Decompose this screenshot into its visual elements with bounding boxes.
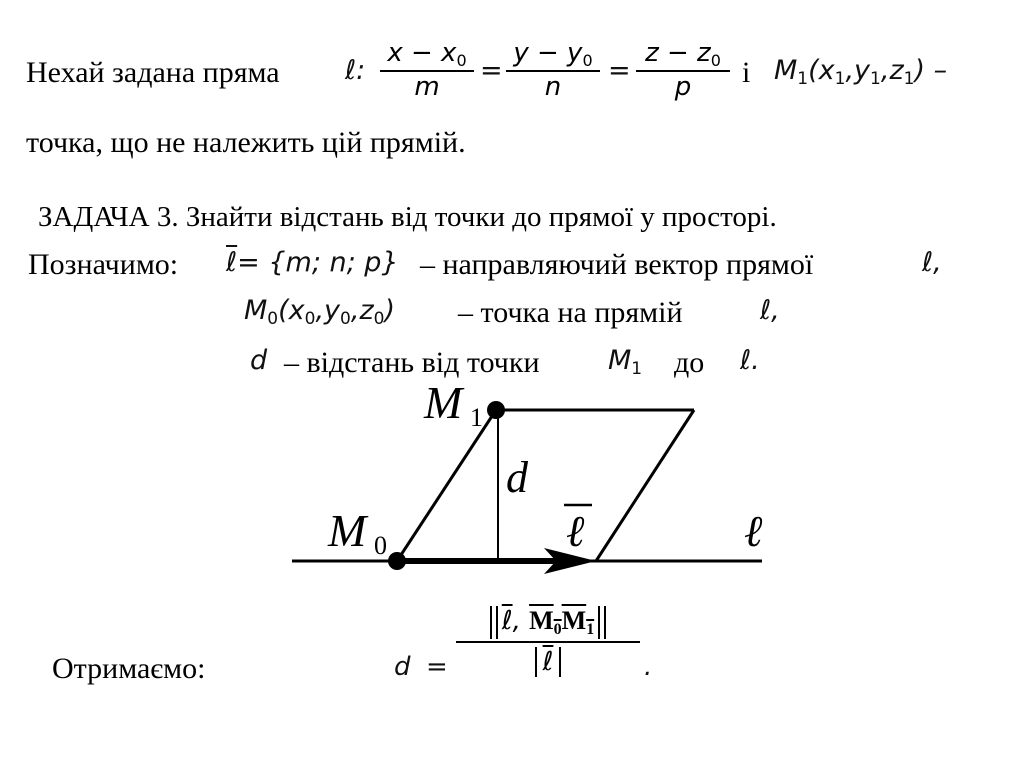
task-text: Знайти відстань від точки до прямої у просторі. <box>185 201 777 233</box>
formula-vector-ell: ℓ <box>501 606 513 636</box>
label-vector-ell: ℓ <box>566 507 585 556</box>
coords-open: (x <box>278 295 305 326</box>
formula-separator: , <box>512 606 530 636</box>
coords-sep: ,y <box>315 295 341 326</box>
direction-vector-desc: – направляючий вектор прямої <box>420 248 814 281</box>
point-m0-subscript: 0 <box>267 309 279 329</box>
point-m1-letter: M <box>608 345 632 376</box>
formula-denominator-ell: ℓ <box>542 647 554 677</box>
vector-m0m1-m0: M <box>529 606 554 635</box>
fraction-y-numerator: y − y <box>513 38 583 68</box>
vector-m0m1-sub0: 0 <box>553 621 562 638</box>
segment-m0-m1 <box>397 410 496 561</box>
vector-ell: ℓ <box>226 247 238 278</box>
point-m0-dot <box>388 552 406 570</box>
coord-subscript: 1 <box>834 69 846 89</box>
label-m0: M <box>328 505 367 556</box>
point-m1-subscript: 1 <box>631 359 643 379</box>
coords-open: (x <box>808 55 835 86</box>
equals-sign: = <box>480 55 503 86</box>
coords-sep: ,y <box>845 55 871 86</box>
fraction-x-denominator: m <box>414 72 440 102</box>
coord-subscript: 0 <box>373 309 385 329</box>
fraction-y-subscript: 0 <box>582 51 593 70</box>
fraction-x-numerator: x − x <box>387 38 457 68</box>
line-ref: ℓ, <box>760 295 780 326</box>
point-m0-letter: M <box>244 295 268 326</box>
equals-sign: = <box>608 55 631 86</box>
point-m0-desc: – точка на прямій <box>458 296 683 329</box>
coord-subscript: 0 <box>304 309 316 329</box>
coords-close: ) – <box>914 55 948 86</box>
fraction-z-numerator: z − z <box>645 38 711 68</box>
distance-desc: – відстань від точки <box>284 346 540 379</box>
label-m1-subscript: 1 <box>470 403 483 432</box>
line-ref: ℓ, <box>922 247 942 278</box>
to-text: до <box>674 346 705 379</box>
cross-product-modulus <box>490 606 606 639</box>
coords-close: ) <box>384 295 395 326</box>
task-label: ЗАДАЧА 3. <box>38 201 179 233</box>
label-m1: M <box>424 377 463 428</box>
label-line-ell: ℓ <box>744 507 763 556</box>
parallelogram-right-side <box>596 410 694 561</box>
conjunction-text: і <box>742 56 751 89</box>
coord-subscript: 1 <box>870 69 881 89</box>
vector-m0m1 <box>529 606 595 638</box>
point-m1-subscript: 1 <box>797 69 809 89</box>
point-m1-dot <box>487 401 505 419</box>
fraction-z-subscript: 0 <box>710 51 721 70</box>
result-equals: = <box>426 652 448 682</box>
vector-m0m1-sub1: 1 <box>586 621 595 638</box>
point-m1-letter: M <box>774 55 798 86</box>
result-label: Отримаємо: <box>52 652 206 685</box>
distance-formula-fraction <box>456 604 640 677</box>
coord-subscript: 0 <box>340 309 351 329</box>
label-m0-subscript: 0 <box>374 531 387 560</box>
line-symbol: ℓ: <box>345 55 366 86</box>
cross-product-brackets <box>496 606 600 639</box>
coords-sep: ,z <box>350 295 374 326</box>
vector-modulus <box>535 647 562 677</box>
line-ref: ℓ. <box>740 345 760 376</box>
coords-sep: ,z <box>880 55 904 86</box>
coord-subscript: 1 <box>903 69 915 89</box>
notation-label: Позначимо: <box>28 248 179 281</box>
result-period: . <box>644 652 653 682</box>
fraction-x-subscript: 0 <box>456 51 467 70</box>
intro-text: Нехай задана пряма <box>26 56 280 89</box>
result-d: d <box>394 652 411 682</box>
vector-m0m1-m1: M <box>561 606 587 635</box>
vector-components: = {m; n; p} <box>237 247 399 278</box>
distance-symbol: d <box>250 345 268 376</box>
fraction-y-denominator: n <box>544 72 562 102</box>
label-d: d <box>506 453 528 502</box>
point-description: точка, що не належить цій прямій. <box>26 126 466 159</box>
fraction-z-denominator: p <box>674 72 692 102</box>
